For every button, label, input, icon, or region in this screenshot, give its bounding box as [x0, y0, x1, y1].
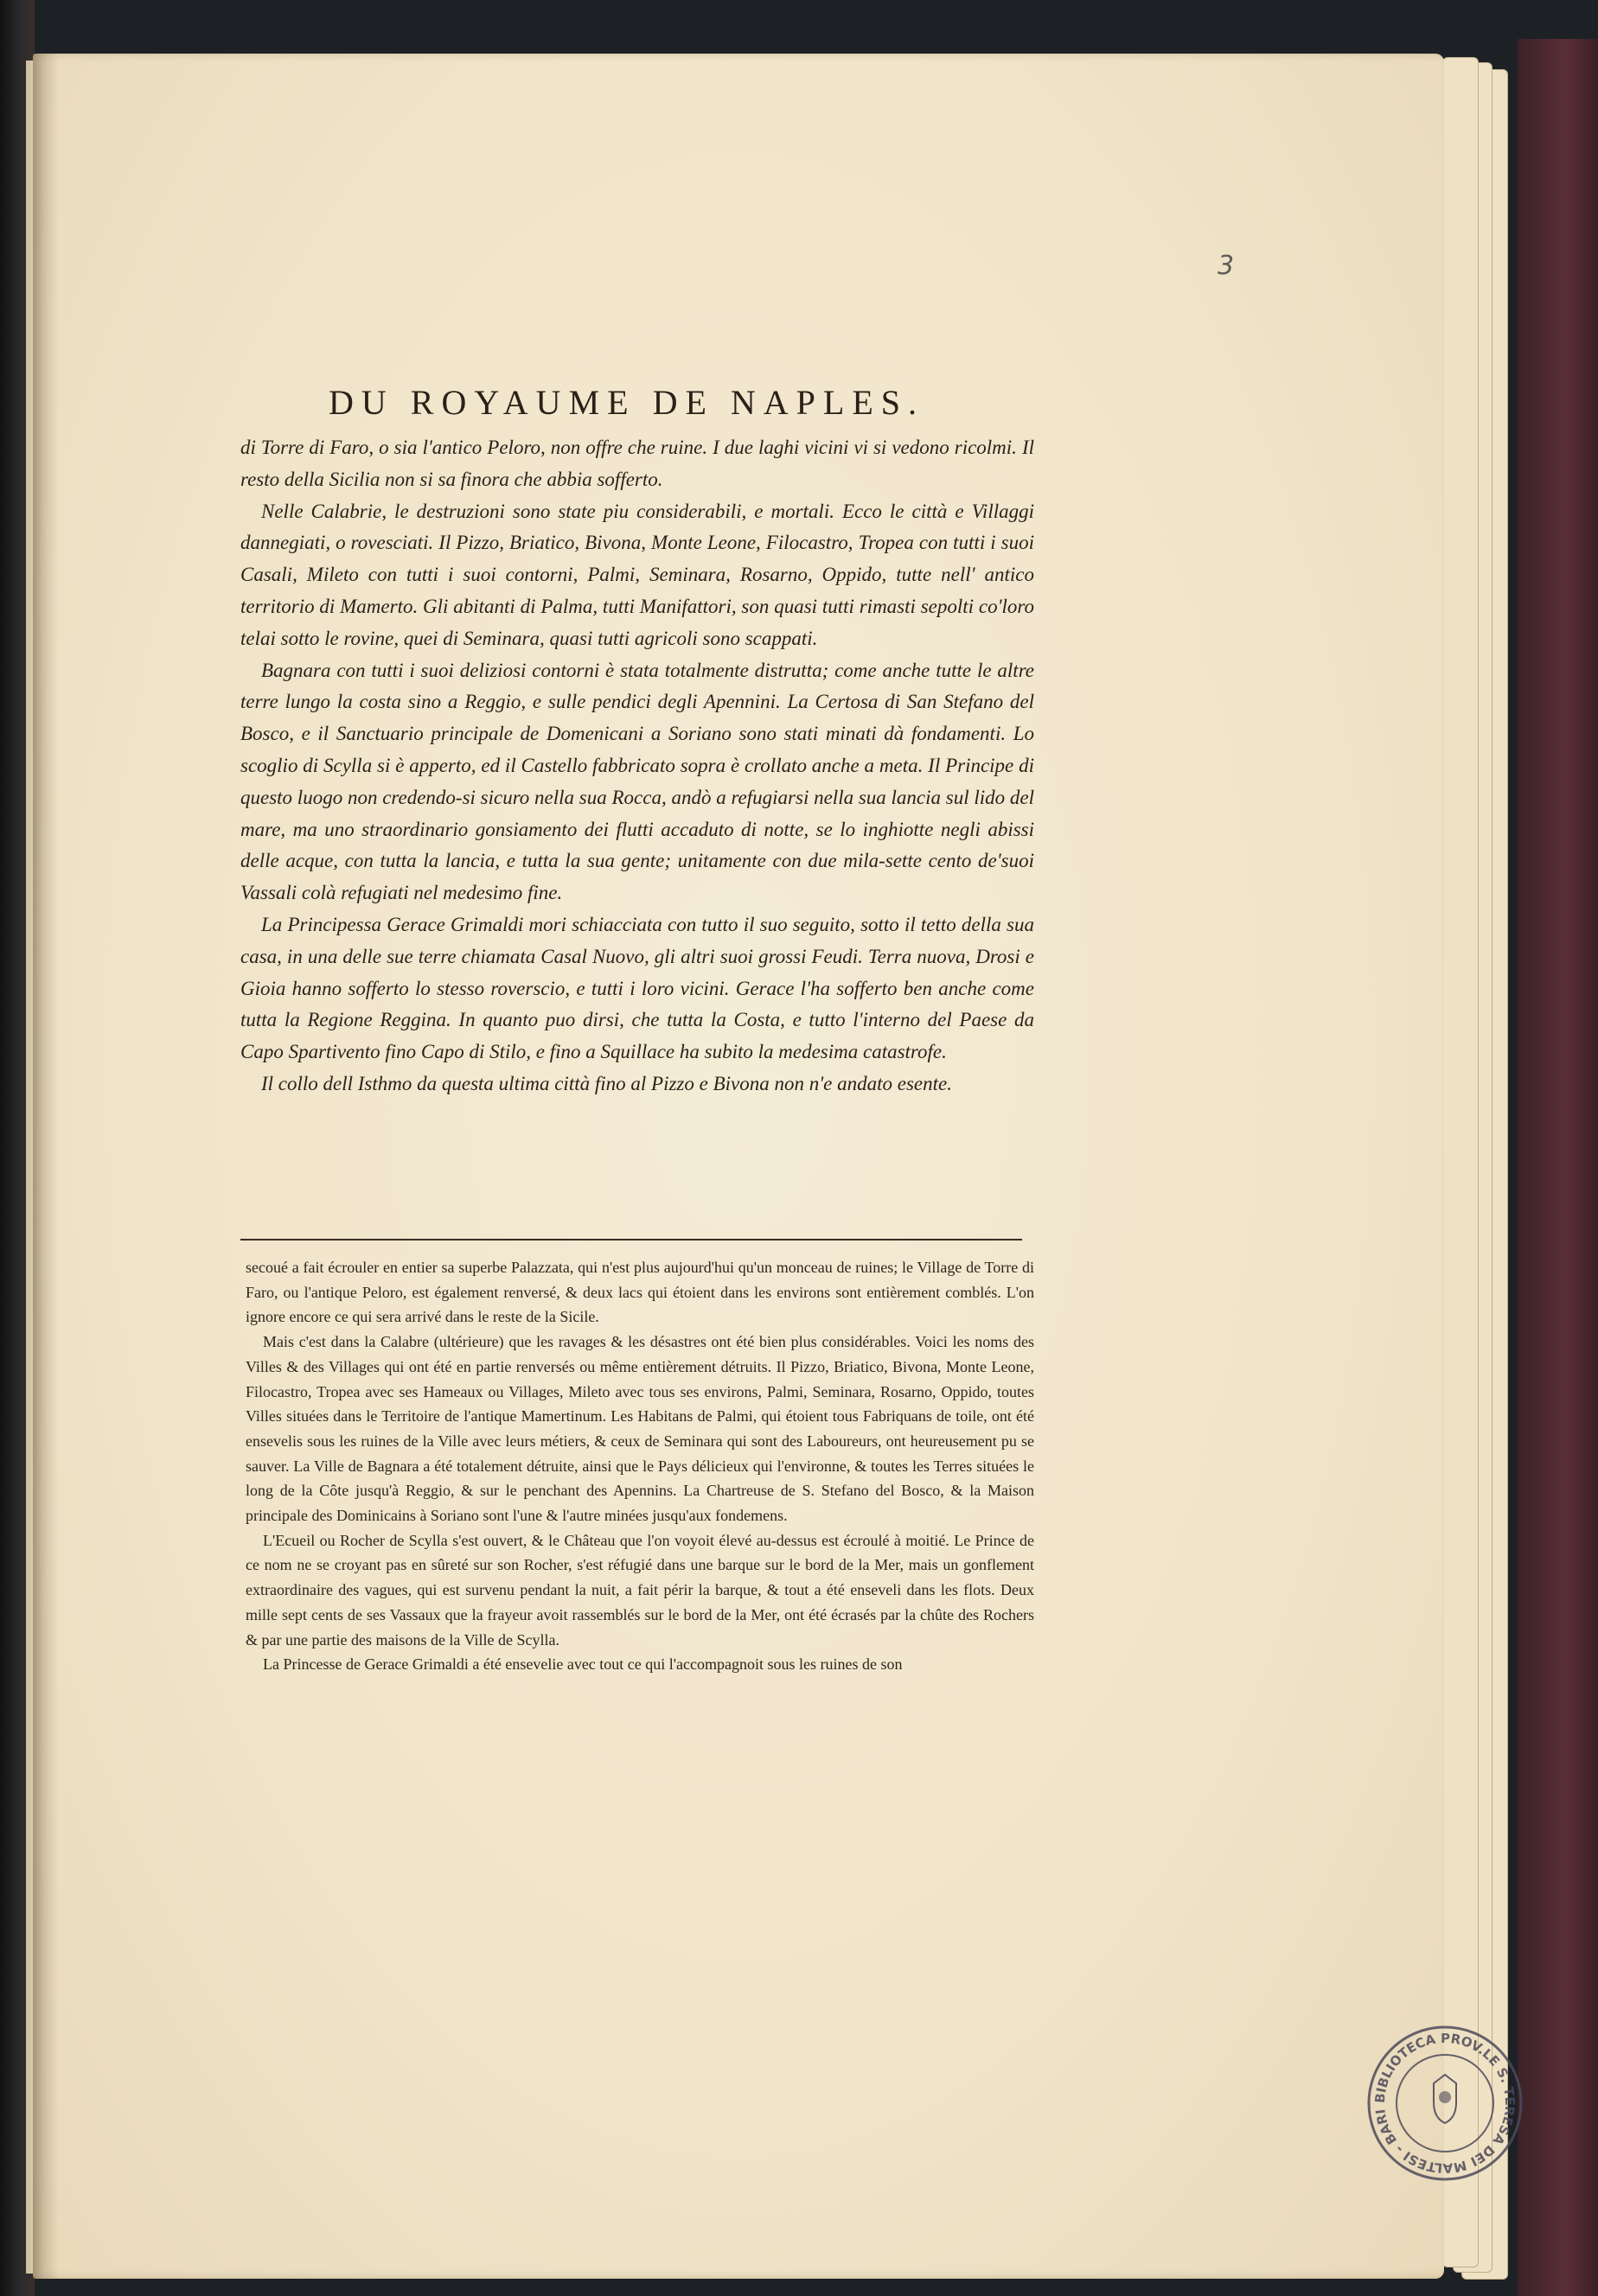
- library-stamp: [1365, 2023, 1525, 2184]
- gutter-shadow: [33, 54, 59, 2279]
- french-text-block: [246, 1255, 1034, 1677]
- paragraph: L'Ecueil ou Rocher de Scylla s'est ouvert, & le Château que l'on voyoit élevé au-dessus est écroulé à moitié. Le Prince de ce nom ne se croyant pas en sûreté sur son Rocher, s'est réfugié dans une barque sur le bord de la Mer, mais un gonflement extraordinaire des vagues, qui est survenu pendant la nuit, a fait périr la barque, & tout a été enseveli dans les flots. Deux mille sept cents de ses Vassaux que la frayeur avoit rassemblés sur le bord de la Mer, ont été écrasés par la chûte des Rochers & par une partie des maisons de la Ville de Scylla.: [246, 1531, 1034, 1649]
- paragraph: La Principessa Gerace Grimaldi mori schiacciata con tutto il suo seguito, sotto il tetto della sua casa, in una delle sue terre chiamata Casal Nuovo, gli altri suoi grossi Feudi. Terra nuova, Drosi e Gioia hanno sofferto lo stesso roverscio, e tutti i loro vicini. Gerace l'ha sofferto ben anche come tutta la Regione Reggina. In quanto puo dirsi, che tutta la Costa, e tutto l'interno del Paese da Capo Spartivento fino Capo di Stilo, e fino a Squillace ha subito la medesima catastrofe.: [240, 913, 1034, 1063]
- paragraph: di Torre di Faro, o sia l'antico Peloro, non offre che ruine. I due laghi vicini vi si vedono ricolmi. Il resto della Sicilia non si sa finora che abbia sofferto.: [240, 437, 1034, 490]
- paragraph: Il collo dell Isthmo da questa ultima città fino al Pizzo e Bivona non n'e andato esente.: [261, 1072, 952, 1094]
- italian-text-block: [240, 432, 1034, 1100]
- stamp-text: BIBLIOTECA PROV.LE S. TERESA DEI MALTESI - BARI: [1371, 2030, 1518, 2177]
- book-cover-edge: [1518, 39, 1598, 2296]
- page-title: DU ROYAUME DE NAPLES.: [329, 383, 925, 422]
- page-stack: [1442, 57, 1479, 2267]
- page-number: 3: [1218, 251, 1235, 281]
- paragraph: secoué a fait écrouler en entier sa superbe Palazzata, qui n'est plus aujourd'hui qu'un monceau de ruines; le Village de Torre di Faro, ou l'antique Peloro, est également renversé, & deux lacs qui étoient dans les environs sont entièrement comblés. L'on ignore encore ce qui sera arrivé dans le reste de la Sicile.: [246, 1259, 1034, 1326]
- paragraph: La Princesse de Gerace Grimaldi a été ensevelie avec tout ce qui l'accompagnoit sous les ruines de son: [263, 1655, 903, 1674]
- paragraph: Mais c'est dans la Calabre (ultérieure) que les ravages & les désastres ont été bien plus considérables. Voici les noms des Villes & des Villages qui ont été en partie renversés ou même entièrement détruits. Il Pizzo, Briatico, Bivona, Monte Leone, Filocastro, Tropea avec ses Hameaux ou Villages, Mileto avec tous ses environs, Palmi, Seminara, Rosarno, Oppido, toutes Villes situées dans le Territoire de l'antique Mamertinum. Les Habitans de Palmi, qui étoient tous Fabriquans de toile, ont été ensevelis sous les ruines de la Ville avec leurs métiers, & ceux de Seminara qui sont des Laboureurs, ont heureusement pu se sauver. La Ville de Bagnara a été totalement détruite, ainsi que le Pays délicieux qui l'environne, & toutes les Terres situées le long de la Côte jusqu'à Reggio, & sur le penchant des Apennins. La Chartreuse de S. Stefano del Bosco, & la Maison principale des Dominicains à Soriano sont l'une & l'autre minées jusqu'aux fondemens.: [246, 1333, 1034, 1525]
- divider-rule: [240, 1239, 1022, 1240]
- paragraph: Bagnara con tutti i suoi deliziosi contorni è stata totalmente distrutta; come anche tutte le altre terre lungo la costa sino a Reggio, e sulle pendici degli Apennini. La Certosa di San Stefano del Bosco, e il Sanctuario principale de Domenicani a Soriano sono stati minati dà fondamenti. Lo scoglio di Scylla si è apperto, ed il Castello fabbricato sopra è crollato anche a meta. Il Principe di questo luogo non credendo-si sicuro nella sua Rocca, andò a refugiarsi nella sua lancia sul lido del mare, ma uno straordinario gonsiamento dei flutti accaduto di notte, se lo inghiotte negli abissi delle acque, con tutta la lancia, e tutta la sua gente; unitamente con due mila-sette cento de'suoi Vassali colà refugiati nel medesimo fine.: [240, 659, 1034, 904]
- paragraph: Nelle Calabrie, le destruzioni sono state piu considerabili, e mortali. Ecco le città e Villaggi dannegiati, o rovesciati. Il Pizzo, Briatico, Bivona, Monte Leone, Filocastro, Tropea con tutti i suoi Casali, Mileto con tutti i suoi contorni, Palmi, Seminara, Rosarno, Oppido, tutte nell' antico territorio di Mamerto. Gli abitanti di Palma, tutti Manifattori, son quasi tutti rimasti sepolti co'loro telai sotto le rovine, quei di Seminara, quasi tutti agricoli sono scappati.: [240, 500, 1034, 649]
